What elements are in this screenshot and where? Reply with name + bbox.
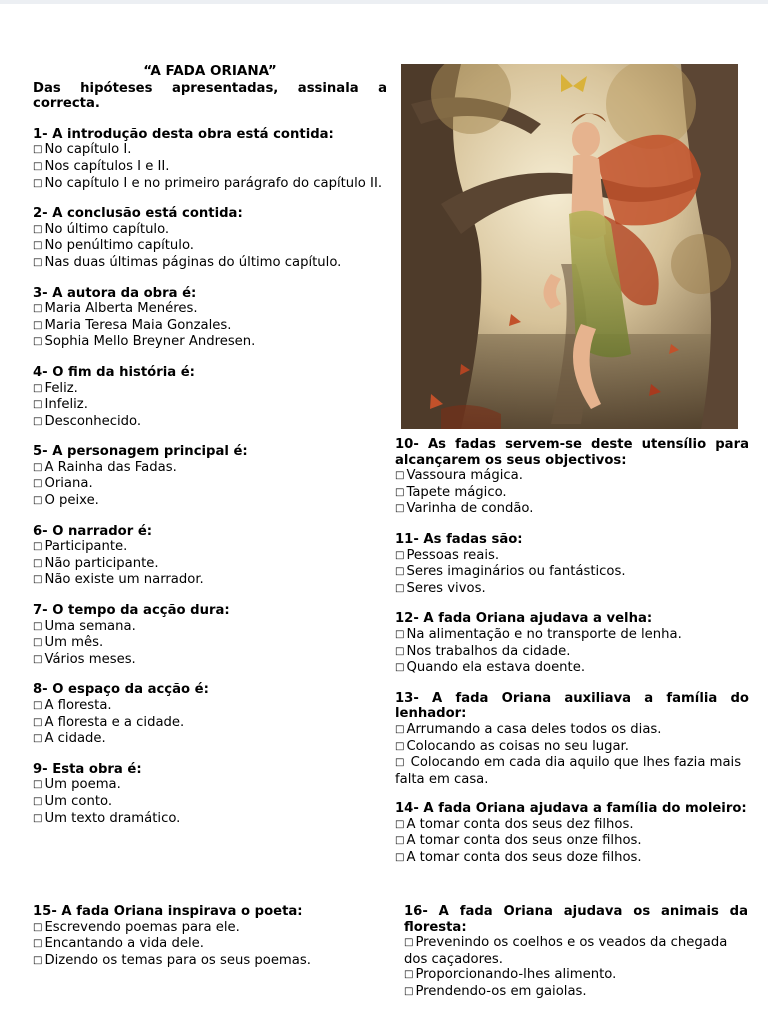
answer-option[interactable] — [33, 572, 387, 589]
option-label: Feliz. — [44, 380, 78, 396]
answer-option[interactable] — [395, 739, 749, 756]
answer-option[interactable] — [395, 660, 749, 677]
option-label: A cidade. — [44, 731, 106, 747]
answer-option[interactable] — [33, 493, 387, 510]
checkbox-icon[interactable]: □ — [33, 382, 43, 394]
checkbox-icon[interactable]: □ — [33, 620, 43, 632]
answer-option[interactable] — [395, 850, 749, 867]
answer-option[interactable] — [33, 255, 387, 272]
checkbox-icon[interactable]: □ — [33, 938, 43, 950]
question-block — [33, 603, 387, 668]
top-edge — [0, 0, 768, 4]
option-label: Um conto. — [44, 793, 113, 809]
answer-option[interactable] — [33, 176, 387, 193]
option-label: Participante. — [44, 539, 128, 555]
question-block — [395, 611, 749, 676]
question-block — [33, 524, 387, 589]
checkbox-icon[interactable]: □ — [33, 303, 43, 315]
answer-option[interactable] — [33, 414, 387, 431]
page-title: “A FADA ORIANA” — [143, 63, 277, 79]
checkbox-icon[interactable]: □ — [395, 740, 405, 752]
answer-option[interactable] — [395, 722, 749, 739]
answer-option[interactable] — [33, 794, 387, 811]
option-label: Infeliz. — [44, 397, 88, 413]
checkbox-icon[interactable]: □ — [395, 566, 405, 578]
option-label: Arrumando a casa deles todos os dias. — [406, 721, 662, 737]
question-block — [33, 762, 387, 827]
checkbox-icon[interactable]: □ — [33, 812, 43, 824]
left-column — [33, 64, 387, 841]
checkbox-icon[interactable]: □ — [395, 549, 405, 561]
option-label: Prevenindo os coelhos e os veados da chegada dos caçadores. — [404, 935, 728, 967]
fairy-illustration — [401, 64, 738, 429]
question-text: 15- A fada Oriana inspirava o poeta: — [33, 904, 303, 919]
answer-option[interactable] — [33, 635, 387, 652]
checkbox-icon[interactable]: □ — [404, 969, 414, 981]
checkbox-icon[interactable]: □ — [395, 628, 405, 640]
checkbox-icon[interactable]: □ — [33, 256, 43, 268]
question-text: 5- A personagem principal é: — [33, 444, 248, 460]
answer-option[interactable] — [33, 238, 387, 255]
answer-option[interactable] — [33, 397, 387, 414]
question-15 — [33, 904, 387, 983]
checkbox-icon[interactable]: □ — [33, 653, 43, 665]
checkbox-icon[interactable]: □ — [395, 503, 405, 515]
option-label: Escrevendo poemas para ele. — [44, 919, 240, 935]
answer-option[interactable] — [33, 159, 387, 176]
option-label: No penúltimo capítulo. — [44, 238, 194, 254]
answer-option[interactable] — [33, 811, 387, 828]
checkbox-icon[interactable]: □ — [33, 795, 43, 807]
option-label: Maria Teresa Maia Gonzales. — [44, 317, 232, 333]
checkbox-icon[interactable]: □ — [33, 319, 43, 331]
option-label: Vários meses. — [44, 651, 136, 667]
option-label: No capítulo I. — [44, 142, 132, 158]
left-question-list — [33, 127, 387, 827]
answer-option[interactable] — [395, 581, 749, 598]
answer-option[interactable] — [33, 652, 387, 669]
checkbox-icon[interactable]: □ — [395, 852, 405, 864]
checkbox-icon[interactable]: □ — [395, 582, 405, 594]
option-label: A floresta. — [44, 698, 112, 713]
question-text: 13- A fada Oriana auxiliava a família do lenhador: — [395, 690, 749, 722]
instructions: Das hipóteses apresentadas, assinala a correcta. — [33, 80, 387, 112]
option-label: A tomar conta dos seus onze filhos. — [406, 833, 642, 849]
question-text: 16- A fada Oriana ajudava os animais da floresta: — [404, 904, 748, 935]
right-question-list — [395, 437, 749, 867]
option-label: Colocando as coisas no seu lugar. — [406, 738, 629, 754]
checkbox-icon[interactable]: □ — [33, 733, 43, 745]
checkbox-icon[interactable]: □ — [395, 723, 405, 735]
answer-option[interactable] — [395, 564, 749, 581]
answer-option[interactable] — [33, 731, 387, 748]
option-label: Seres imaginários ou fantásticos. — [406, 564, 626, 580]
answer-option[interactable] — [33, 539, 387, 556]
option-label: Quando ela estava doente. — [406, 660, 586, 676]
checkbox-icon[interactable]: □ — [33, 240, 43, 252]
checkbox-icon[interactable]: □ — [33, 223, 43, 235]
option-label: O peixe. — [44, 493, 99, 509]
option-label: Um poema. — [44, 777, 121, 793]
answer-option[interactable] — [33, 556, 387, 573]
option-label: Nas duas últimas páginas do último capítulo. — [44, 254, 342, 270]
answer-option[interactable] — [33, 334, 387, 351]
answer-option[interactable] — [404, 935, 748, 967]
checkbox-icon[interactable]: □ — [33, 541, 43, 553]
checkbox-icon[interactable]: □ — [33, 160, 43, 172]
checkbox-icon[interactable]: □ — [33, 144, 43, 156]
question-text: 6- O narrador é: — [33, 523, 153, 539]
option-label: No capítulo I e no primeiro parágrafo do capítulo II. — [44, 175, 383, 191]
answer-option[interactable] — [33, 301, 387, 318]
question-text: 1- A introdução desta obra está contida: — [33, 126, 334, 142]
question-16 — [404, 904, 748, 1015]
answer-option[interactable] — [33, 953, 387, 970]
question-block — [33, 444, 387, 509]
checkbox-icon[interactable]: □ — [33, 954, 43, 966]
checkbox-icon[interactable]: □ — [395, 486, 405, 498]
checkbox-icon[interactable]: □ — [395, 645, 405, 657]
option-label: Nos capítulos I e II. — [44, 158, 170, 174]
option-label: Vassoura mágica. — [406, 468, 523, 484]
answer-option[interactable] — [395, 485, 749, 502]
option-label: Seres vivos. — [406, 580, 486, 596]
checkbox-icon[interactable]: □ — [395, 835, 405, 847]
question-text: 14- A fada Oriana ajudava a família do moleiro: — [395, 801, 747, 817]
answer-option[interactable] — [395, 833, 749, 850]
option-label: Sophia Mello Breyner Andresen. — [44, 334, 256, 350]
option-label: Na alimentação e no transporte de lenha. — [406, 626, 682, 642]
option-label: A Rainha das Fadas. — [44, 459, 177, 475]
question-block — [33, 365, 387, 430]
checkbox-icon[interactable]: □ — [395, 818, 405, 830]
question-block — [395, 437, 749, 518]
checkbox-icon[interactable]: □ — [404, 937, 414, 949]
answer-option[interactable] — [33, 381, 387, 398]
question-text: 7- O tempo da acção dura: — [33, 603, 230, 619]
question-text: 12- A fada Oriana ajudava a velha: — [395, 611, 653, 627]
answer-option[interactable] — [395, 468, 749, 485]
checkbox-icon[interactable]: □ — [33, 574, 43, 586]
answer-option[interactable] — [33, 698, 387, 715]
option-label: Não existe um narrador. — [44, 572, 204, 588]
answer-option[interactable] — [33, 777, 387, 794]
checkbox-icon[interactable]: □ — [33, 336, 43, 348]
answer-option[interactable] — [395, 501, 749, 518]
checkbox-icon[interactable]: □ — [33, 921, 43, 933]
checkbox-icon[interactable]: □ — [33, 415, 43, 427]
option-label: No último capítulo. — [44, 221, 170, 237]
question-text: 11- As fadas são: — [395, 531, 523, 547]
option-label: Maria Alberta Menéres. — [44, 301, 198, 317]
option-label: Varinha de condão. — [406, 501, 534, 517]
option-label: A tomar conta dos seus dez filhos. — [406, 816, 634, 832]
checkbox-icon[interactable]: □ — [33, 716, 43, 728]
checkbox-icon[interactable]: □ — [33, 461, 43, 473]
answer-option[interactable] — [395, 627, 749, 644]
right-column — [395, 437, 749, 881]
question-text: 10- As fadas servem-se deste utensílio para alcançarem os seus objectivos: — [395, 437, 749, 468]
option-label: Nos trabalhos da cidade. — [406, 643, 571, 659]
answer-option[interactable] — [33, 142, 387, 159]
question-block — [395, 532, 749, 597]
question-text: 3- A autora da obra é: — [33, 285, 197, 301]
option-label: Encantando a vida dele. — [44, 936, 204, 952]
checkbox-icon[interactable]: □ — [33, 177, 43, 189]
checkbox-icon[interactable]: □ — [33, 700, 43, 711]
checkbox-icon[interactable]: □ — [395, 470, 405, 482]
checkbox-icon[interactable]: □ — [33, 399, 43, 411]
checkbox-icon[interactable]: □ — [33, 478, 43, 490]
answer-option[interactable] — [404, 984, 748, 1001]
question-block — [33, 286, 387, 351]
checkbox-icon[interactable]: □ — [33, 495, 43, 507]
checkbox-icon[interactable]: □ — [395, 757, 405, 769]
option-label: Prendendo-os em gaiolas. — [415, 983, 587, 999]
answer-option[interactable] — [395, 755, 749, 787]
question-text: 4- O fim da história é: — [33, 364, 195, 380]
option-label: Colocando em cada dia aquilo que lhes fazia mais falta em casa. — [395, 755, 742, 787]
question-text: 8- O espaço da acção é: — [33, 682, 209, 698]
answer-option[interactable] — [33, 715, 387, 732]
question-block — [33, 904, 387, 969]
option-label: Oriana. — [44, 476, 93, 492]
question-block — [33, 127, 387, 192]
option-label: Uma semana. — [44, 618, 136, 634]
checkbox-icon[interactable]: □ — [404, 985, 414, 997]
option-label: A tomar conta dos seus doze filhos. — [406, 850, 642, 866]
question-block — [33, 206, 387, 271]
checkbox-icon[interactable]: □ — [395, 662, 405, 674]
answer-option[interactable] — [395, 548, 749, 565]
question-text: 9- Esta obra é: — [33, 761, 142, 777]
option-label: Um texto dramático. — [44, 810, 181, 826]
answer-option[interactable] — [33, 222, 387, 239]
checkbox-icon[interactable]: □ — [33, 779, 43, 791]
option-label: Um mês. — [44, 635, 104, 651]
option-label: Pessoas reais. — [406, 547, 500, 563]
answer-option[interactable] — [404, 967, 748, 984]
answer-option[interactable] — [395, 644, 749, 661]
answer-option[interactable] — [33, 318, 387, 335]
option-label: A floresta e a cidade. — [44, 714, 185, 730]
question-block — [395, 691, 749, 788]
option-label: Dizendo os temas para os seus poemas. — [44, 952, 311, 968]
checkbox-icon[interactable]: □ — [33, 557, 43, 569]
answer-option[interactable] — [33, 476, 387, 493]
option-label: Tapete mágico. — [406, 484, 507, 500]
option-label: Não participante. — [44, 555, 159, 571]
answer-option[interactable] — [33, 936, 387, 953]
question-block — [404, 904, 748, 1001]
answer-option[interactable] — [33, 920, 387, 937]
question-text: 2- A conclusão está contida: — [33, 206, 243, 222]
checkbox-icon[interactable]: □ — [33, 637, 43, 649]
answer-option[interactable] — [33, 460, 387, 477]
answer-option[interactable] — [33, 619, 387, 636]
option-label: Desconhecido. — [44, 413, 142, 429]
question-block — [33, 682, 387, 747]
option-label: Proporcionando-lhes alimento. — [415, 967, 617, 983]
question-block — [395, 801, 749, 866]
answer-option[interactable] — [395, 817, 749, 834]
